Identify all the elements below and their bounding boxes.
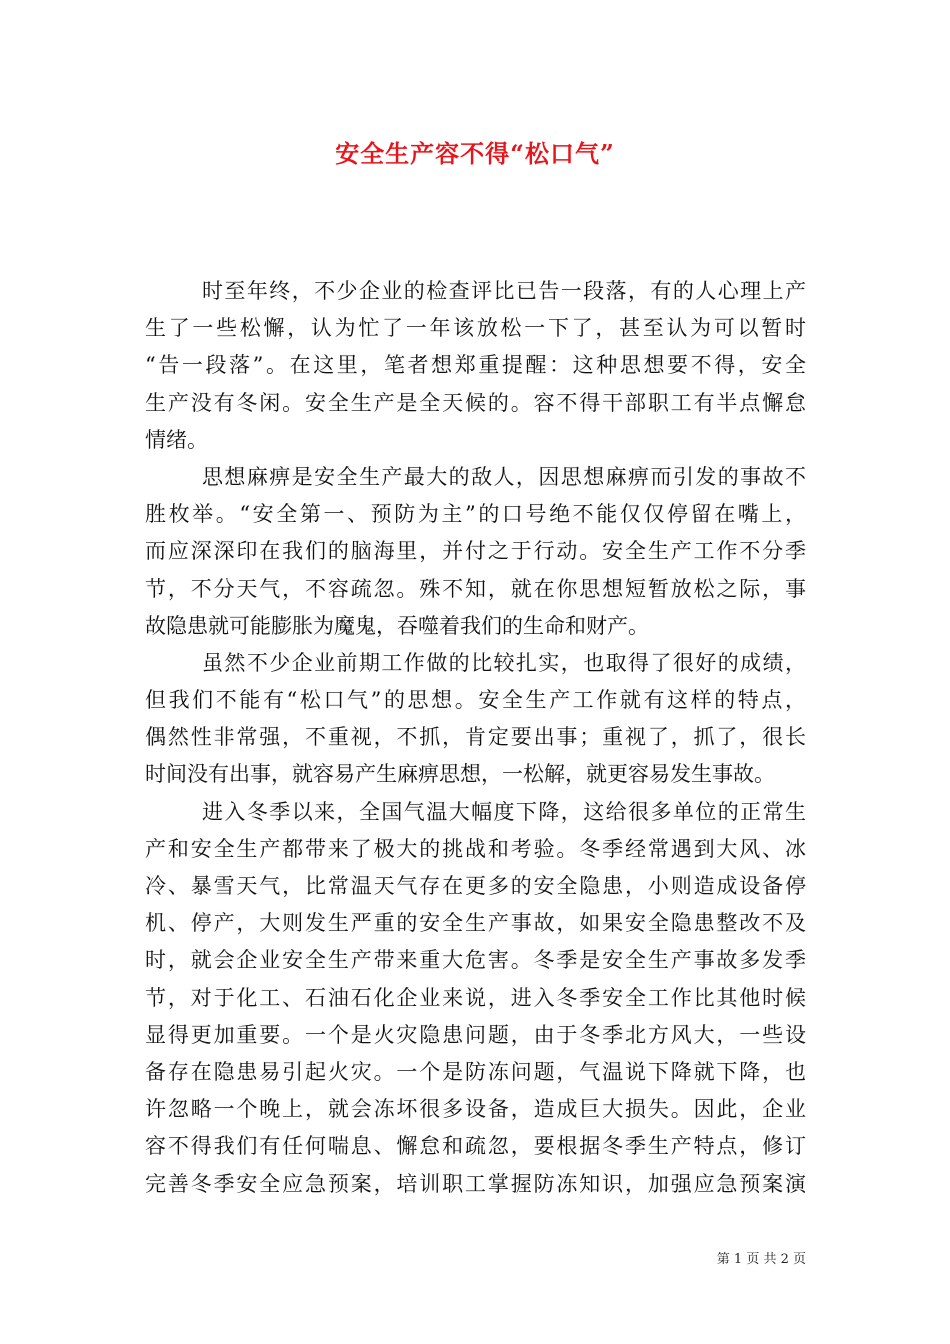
document-body (145, 273, 806, 1203)
paragraph-line: 备存在隐患易引起火灾。一个是防冻问题，气温说下降就下降，也 (145, 1059, 806, 1084)
paragraph (145, 273, 806, 459)
paragraph-line: 显得更加重要。一个是火灾隐患问题，由于冬季北方风大，一些设 (145, 1022, 806, 1047)
paragraph-line: 情绪。 (145, 427, 208, 452)
paragraph-line: 时，就会企业安全生产带来重大危害。冬季是安全生产事故多发季 (145, 948, 806, 973)
paragraph-line: 冷、暴雪天气，比常温天气存在更多的安全隐患，小则造成设备停 (145, 874, 806, 898)
paragraph-line: 产和安全生产都带来了极大的挑战和考验。冬季经常遇到大风、冰 (145, 836, 806, 861)
paragraph-line: 机、停产，大则发生严重的安全生产事故，如果安全隐患整改不及 (145, 911, 806, 936)
paragraph-line: 而应深深印在我们的脑海里，并付之于行动。安全生产工作不分季 (145, 539, 806, 564)
paragraph-line: 时至年终，不少企业的检查评比已告一段落，有的人心理上产 (202, 279, 806, 303)
paragraph-line: 进入冬季以来，全国气温大幅度下降，这给很多单位的正常生 (202, 799, 806, 824)
paragraph-line: “告一段落”。在这里，笔者想郑重提醒：这种思想要不得，安全 (145, 353, 806, 378)
paragraph (145, 645, 806, 794)
paragraph (145, 794, 806, 1203)
paragraph-line: 完善冬季安全应急预案，培训职工掌握防冻知识，加强应急预案演 (145, 1171, 806, 1196)
paragraph-line: 节，对于化工、石油石化企业来说，进入冬季安全工作比其他时候 (145, 985, 806, 1010)
paragraph-line: 时间没有出事，就容易产生麻痹思想，一松解，就更容易发生事故。 (145, 762, 775, 787)
paragraph-line: 节，不分天气，不容疏忽。殊不知，就在你思想短暂放松之际，事 (145, 576, 806, 601)
paragraph-line: 思想麻痹是安全生产最大的敌人，因思想麻痹而引发的事故不 (202, 464, 806, 489)
paragraph-line: 许忽略一个晚上，就会冻坏很多设备，造成巨大损失。因此，企业 (145, 1097, 806, 1122)
paragraph-line: 故隐患就可能膨胀为魔鬼，吞噬着我们的生命和财产。 (145, 613, 649, 638)
paragraph-line: 但我们不能有“松口气”的思想。安全生产工作就有这样的特点， (145, 688, 806, 713)
paragraph-line: 生了一些松懈，认为忙了一年该放松一下了，甚至认为可以暂时 (145, 316, 806, 341)
paragraph-line: 生产没有冬闲。安全生产是全天候的。容不得干部职工有半点懈怠 (145, 390, 806, 415)
paragraph-line: 胜枚举。“安全第一、预防为主”的口号绝不能仅仅停留在嘴上， (145, 502, 806, 527)
paragraph-line: 容不得我们有任何喘息、懈怠和疏忽，要根据冬季生产特点，修订 (145, 1134, 806, 1159)
paragraph (145, 459, 806, 645)
document-title: 安全生产容不得“松口气” (335, 139, 615, 168)
paragraph-line: 偶然性非常强，不重视，不抓，肯定要出事；重视了，抓了，很长 (145, 725, 806, 750)
paragraph-line: 虽然不少企业前期工作做的比较扎实，也取得了很好的成绩， (202, 650, 806, 675)
page-number: 第 1 页 共 2 页 (716, 1252, 806, 1267)
